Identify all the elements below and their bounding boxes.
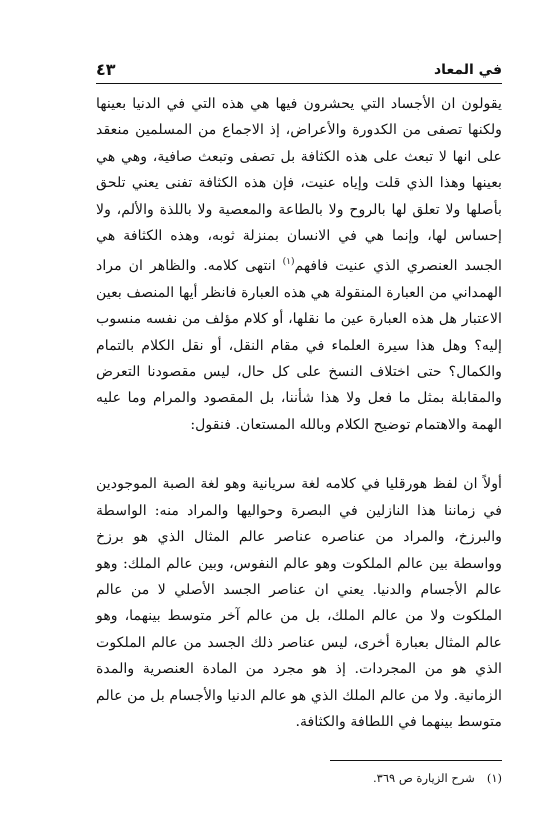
paragraph-text: يقولون ان الأجساد التي يحشرون فيها هي هذه التي في الدنيا بعينها ولكنها تصفى من الكدورة والأعراض، إذ الاجماع من المسلمين منعقد على انها لا تبعث على هذه الكثافة بل تصفى وتبعث صافية، وهي هي بعينها وهذا الذي قلت وإياه عنيت، فإن هذه الكثافة تفنى يعني تلحق بأصلها ولا تعلق لها بالروح ولا بالطاعة والمعصية ولا باللذة والألم، ولا إحساس لها، وإنما هي في الانسان بمنزلة ثوبه، وهذه الكثافة هي الجسد العنصري الذي عنيت فافهم [96,96,502,275]
footnote-text: شرح الزيارة ص ٣٦٩. [373,771,475,785]
footnote [96,770,502,786]
paragraph: أولاً ان لفظ هورقليا في كلامه لغة سريانية وهو لغة الصبة الموجودين في زماننا هذا النازلين في البصرة وحواليها والمراد منه: الواسطة والبرزخ، والمراد من عناصره عناصر عالم المثال الذي هو برزخ وواسطة بين عالم الملكوت وهو عالم النفوس، وبين عالم الملك: وهو عالم الأجسام والدنيا. يعني ان عناصر الجسد الأصلي لا من عالم الملكوت ولا من عالم الملك، بل من عالم آخر متوسط بينهما، وهو عالم المثال بعبارة أخرى، ليس عناصر ذلك الجسد من عالم الملكوت الذي هو من المجردات. إذ هو مجرد من المادة العنصرية والمدة الزمانية. ولا من عالم الملك الذي هو عالم الدنيا والأجسام بل من عالم متوسط بينهما في اللطافة والكثافة. [96,476,502,730]
footnote-marker: (١) [282,257,295,268]
paragraph-text-continued: انتهى كلامه. والظاهر ان مراد الهمداني من العبارة المنقولة هي هذه العبارة فانظر أيها المنصف بعين الاعتبار هل هذه العبارة عين ما نقلها، أو كلام مؤلف من نفسه منسوب إليه؟ وهل هذا سيرة العلماء في مقام النقل، أو نقل الكلام بالتمام والكمال؟ حتى اختلاف النسخ على كل حال، ليس مقصودنا التعرض والمقابلة بمثل ما فعل ولا هذا شأننا، بل المقصود والمرام وما عليه الهمة والاهتمام توضيح الكلام وبالله المستعان. فنقول: [96,258,502,433]
body-text [96,91,502,735]
page-number: ٤٣ [96,60,116,79]
paragraph [96,91,502,438]
header-rule [96,83,502,84]
footnote-number: (١) [486,771,502,785]
running-title: في المعاد [434,62,502,78]
footnote-rule [330,760,502,761]
page-header [96,60,502,84]
